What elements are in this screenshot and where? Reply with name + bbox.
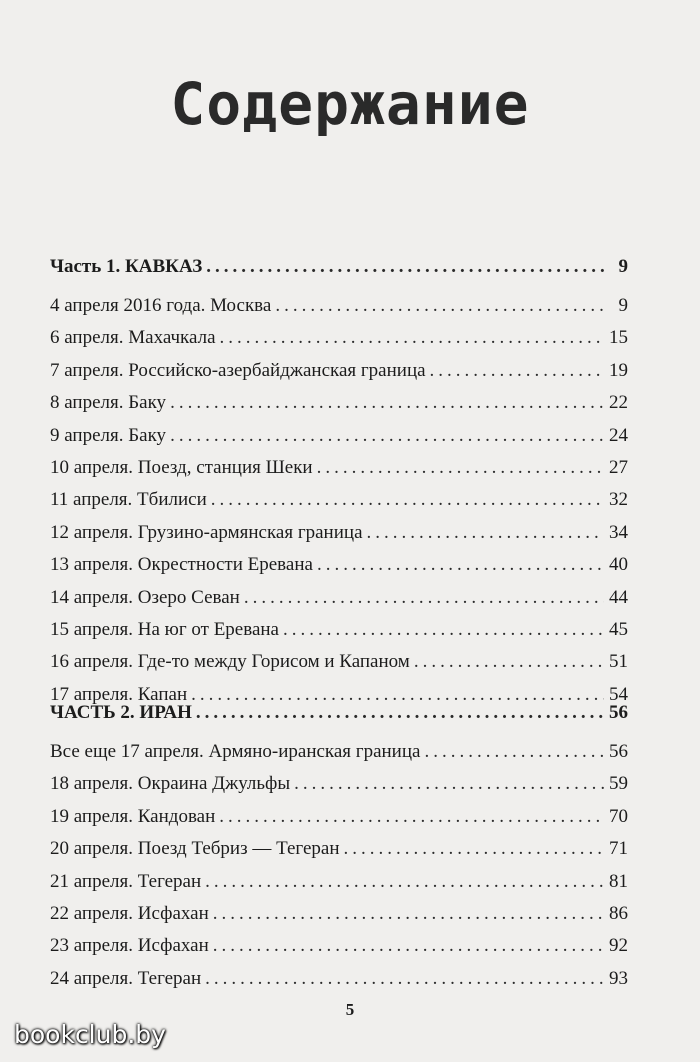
toc-entry: [50, 935, 628, 967]
toc-entry-page: 40: [609, 554, 628, 576]
toc-entry-label: 17 апреля. Капан: [50, 683, 188, 705]
dot-leader: [170, 425, 604, 447]
toc-entry: [50, 327, 628, 359]
toc-entry: [50, 806, 628, 838]
toc-entry: [50, 741, 628, 773]
toc-entry: [50, 360, 628, 392]
page-title: Содержание: [170, 70, 530, 138]
toc-entry-label: 9 апреля. Баку: [50, 424, 167, 446]
toc-entry: [50, 522, 628, 554]
toc-entry-page: 59: [609, 773, 628, 795]
toc-entry-label: 15 апреля. На юг от Еревана: [50, 618, 279, 640]
toc-entry-label: 12 апреля. Грузино-армянская граница: [50, 521, 363, 543]
toc-heading-page: 9: [618, 256, 628, 277]
dot-leader: [424, 741, 604, 763]
toc-entry-label: 4 апреля 2016 года. Москва: [50, 295, 272, 316]
toc-entry: [50, 392, 628, 424]
watermark-logo: bookclub.by: [14, 1020, 166, 1049]
dot-leader: [414, 651, 604, 673]
toc-entry: [50, 457, 628, 489]
toc-entry-label: 13 апреля. Окрестности Еревана: [50, 554, 313, 576]
toc-entry-page: 19: [609, 359, 628, 381]
toc-entry-label: 14 апреля. Озеро Севан: [50, 586, 240, 608]
toc-entry-label: Все еще 17 апреля. Армяно-иранская граница: [50, 741, 421, 762]
dot-leader: [213, 903, 604, 925]
toc-entry: [50, 651, 628, 683]
toc-entry-label: 21 апреля. Тегеран: [50, 870, 202, 892]
toc-entry-label: 20 апреля. Поезд Тебриз — Тегеран: [50, 838, 340, 860]
toc-entry-page: 44: [609, 586, 628, 608]
toc-heading-label: Часть 1. КАВКАЗ: [50, 256, 203, 277]
toc-entry-page: 45: [609, 618, 628, 640]
toc-entry-label: 23 апреля. Исфахан: [50, 935, 209, 957]
dot-leader: [283, 619, 604, 641]
toc-entry-page: 86: [609, 902, 628, 924]
dot-leader: [220, 327, 604, 349]
toc-entry-label: 11 апреля. Тбилиси: [50, 489, 207, 511]
toc-entry: [50, 587, 628, 619]
dot-leader: [430, 360, 604, 382]
toc-entry: [50, 554, 628, 586]
toc-entry-label: 16 апреля. Где-то между Горисом и Капаном: [50, 651, 410, 673]
page-number: 5: [345, 1000, 355, 1019]
toc-entry-page: 71: [609, 838, 628, 860]
toc-entry: [50, 295, 628, 327]
toc-entry-page: 56: [609, 741, 628, 762]
toc-entry-label: 24 апреля. Тегеран: [50, 967, 202, 989]
toc-entry-label: 18 апреля. Окраина Джульфы: [50, 773, 291, 795]
toc-entry-page: 34: [609, 521, 628, 543]
dot-leader: [213, 935, 604, 957]
dot-leader: [294, 773, 604, 795]
toc-entry-label: 6 апреля. Махачкала: [50, 327, 216, 349]
toc-entry-label: 8 апреля. Баку: [50, 392, 167, 414]
toc-entry-page: 93: [609, 967, 628, 989]
toc-part-heading: [50, 256, 628, 290]
dot-leader: [205, 968, 604, 990]
toc-entry-page: 32: [609, 489, 628, 511]
toc-part-2: [50, 702, 628, 1000]
toc-entry-label: 7 апреля. Российско-азербайджанская граница: [50, 359, 426, 381]
toc-entry: [50, 425, 628, 457]
dot-leader: [317, 554, 604, 576]
toc-entry: [50, 903, 628, 935]
dot-leader: [196, 702, 604, 724]
toc-list: [50, 295, 628, 716]
dot-leader: [367, 522, 605, 544]
toc-entry-page: 92: [609, 935, 628, 957]
toc-entry: [50, 489, 628, 521]
dot-leader: [211, 489, 604, 511]
toc-entry: [50, 619, 628, 651]
dot-leader: [170, 392, 604, 414]
toc-part-heading: [50, 702, 628, 736]
toc-list: [50, 741, 628, 1000]
toc-entry-label: 22 апреля. Исфахан: [50, 902, 209, 924]
dot-leader: [206, 256, 604, 278]
toc-entry: [50, 871, 628, 903]
toc-entry: [50, 773, 628, 805]
toc-entry-page: 9: [618, 295, 628, 316]
toc-entry-page: 27: [609, 456, 628, 478]
toc-entry-label: 19 апреля. Кандован: [50, 805, 216, 827]
dot-leader: [219, 806, 604, 828]
toc-entry-page: 22: [609, 392, 628, 414]
dot-leader: [344, 838, 605, 860]
toc-entry: [50, 838, 628, 870]
toc-entry-page: 81: [609, 870, 628, 892]
dot-leader: [205, 871, 604, 893]
dot-leader: [244, 587, 604, 609]
toc-entry-page: 54: [609, 683, 628, 705]
toc-entry-page: 24: [609, 424, 628, 446]
toc-entry-page: 15: [609, 327, 628, 349]
dot-leader: [317, 457, 604, 479]
toc-heading-page: 56: [609, 702, 628, 723]
toc-entry: [50, 968, 628, 1000]
toc-part-1: [50, 256, 628, 716]
toc-heading-label: ЧАСТЬ 2. ИРАН: [50, 702, 192, 723]
toc-entry-page: 70: [609, 805, 628, 827]
toc-entry-page: 51: [609, 651, 628, 673]
toc-entry-label: 10 апреля. Поезд, станция Шеки: [50, 456, 313, 478]
dot-leader: [275, 295, 604, 317]
